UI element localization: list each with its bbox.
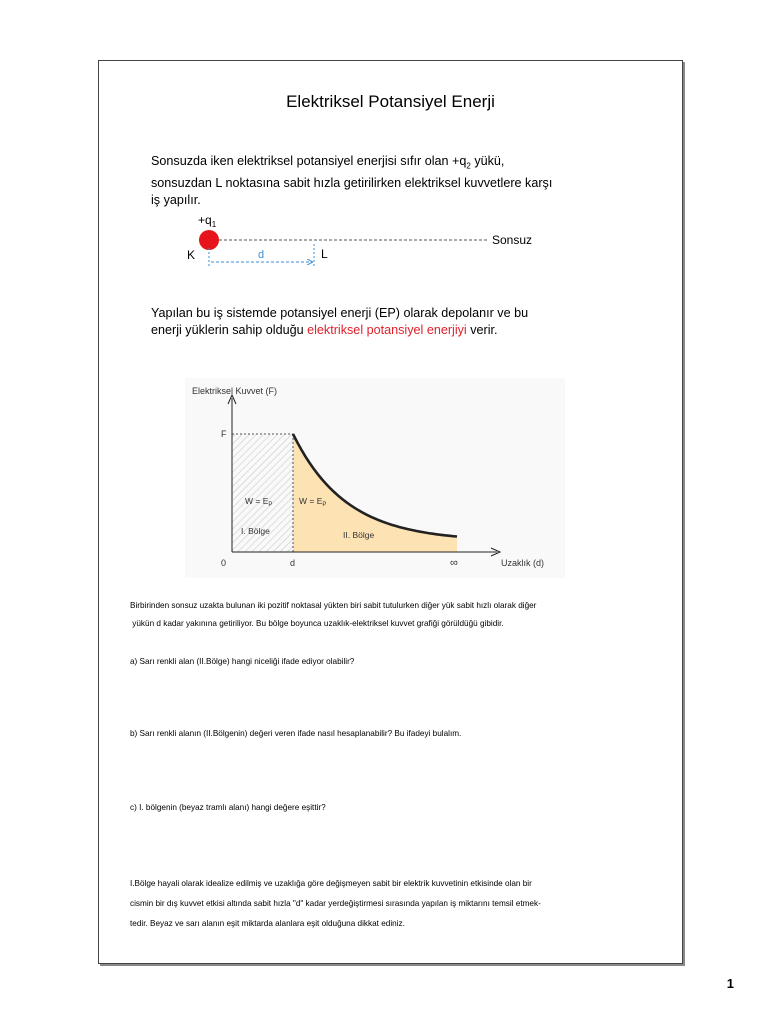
description-line-1: Birbirinden sonsuz uzakta bulunan iki pozitif noktasal yükten biri sabit tutulurken diğer yük sabit hızlı olarak diğer bbox=[130, 601, 537, 610]
note-paragraph bbox=[130, 874, 660, 934]
point-l: L bbox=[321, 247, 328, 261]
second-paragraph bbox=[151, 305, 571, 339]
y-axis-label: Elektriksel Kuvvet (F) bbox=[192, 386, 278, 396]
distance-label: d bbox=[258, 249, 265, 261]
highlight-term: elektriksel potansiyel enerjiyi bbox=[307, 323, 467, 337]
charge-circle bbox=[199, 230, 219, 250]
intro-line-2: sonsuzdan L noktasına sabit hızla getirilirken elektriksel kuvvetlere karşı bbox=[151, 175, 553, 190]
force-distance-chart bbox=[185, 378, 565, 578]
question-a: a) Sarı renkli alan (II.Bölge) hangi niceliği ifade ediyor olabilir? bbox=[130, 657, 355, 666]
region-2-work-label: $W = E_P$ bbox=[299, 496, 327, 508]
page-title: Elektriksel Potansiyel Enerji bbox=[286, 92, 495, 111]
note-line-2: cismin bir dış kuvvet etkisi altında sabit hızla "d" kadar yerdeğiştirmesi sırasında yapılan iş miktarını temsil etmek- bbox=[130, 899, 541, 908]
para2-line-1: Yapılan bu iş sistemde potansiyel enerji (EP) olarak depolanır ve bu bbox=[151, 306, 529, 320]
description-paragraph bbox=[130, 600, 660, 630]
region-2-name: II. Bölge bbox=[343, 530, 375, 540]
charge-diagram bbox=[170, 210, 570, 280]
description-line-2: yükün d kadar yakınına getiriliyor. Bu bölge boyunca uzaklık-elektriksel kuvvet grafiği görüldüğü gibidir. bbox=[130, 619, 504, 628]
question-b: b) Sarı renkli alanın (II.Bölgenin) değeri veren ifade nasıl hesaplanabilir? Bu ifadeyi bulalım. bbox=[130, 729, 462, 738]
region-1-work-label: $W = E_P$ bbox=[245, 496, 273, 508]
intro-line-3: iş yapılır. bbox=[151, 192, 201, 207]
para2-line-2: enerji yüklerin sahip olduğu elektriksel potansiyel enerjiyi verir. bbox=[151, 323, 498, 337]
point-k: K bbox=[187, 248, 196, 262]
x-axis-label: Uzaklık (d) bbox=[501, 558, 545, 568]
intro-paragraph bbox=[151, 153, 571, 209]
question-c: c) I. bölgenin (beyaz tramlı alanı) hangi değere eşittir? bbox=[130, 803, 326, 812]
note-line-1: I.Bölge hayali olarak idealize edilmiş ve uzaklığa göre değişmeyen sabit bir elektrik kuvvetinin etkisinde olan bir bbox=[130, 879, 532, 888]
page-number: 1 bbox=[726, 976, 734, 991]
x-tick-0: 0 bbox=[221, 558, 227, 568]
y-tick-f: F bbox=[221, 429, 227, 439]
x-tick-infinity: ∞ bbox=[450, 557, 458, 569]
x-tick-d: d bbox=[290, 558, 296, 568]
infinity-label: Sonsuz bbox=[492, 233, 533, 247]
intro-line-1: Sonsuzda iken elektriksel potansiyel enerjisi sıfır olan $+q_2$ yükü, bbox=[151, 154, 505, 171]
note-line-3: tedir. Beyaz ve sarı alanın eşit miktarda alanlara eşit olduğuna dikkat ediniz. bbox=[130, 919, 405, 928]
region-1-name: I. Bölge bbox=[241, 526, 270, 536]
charge-label: $+q_1$ bbox=[198, 213, 217, 229]
